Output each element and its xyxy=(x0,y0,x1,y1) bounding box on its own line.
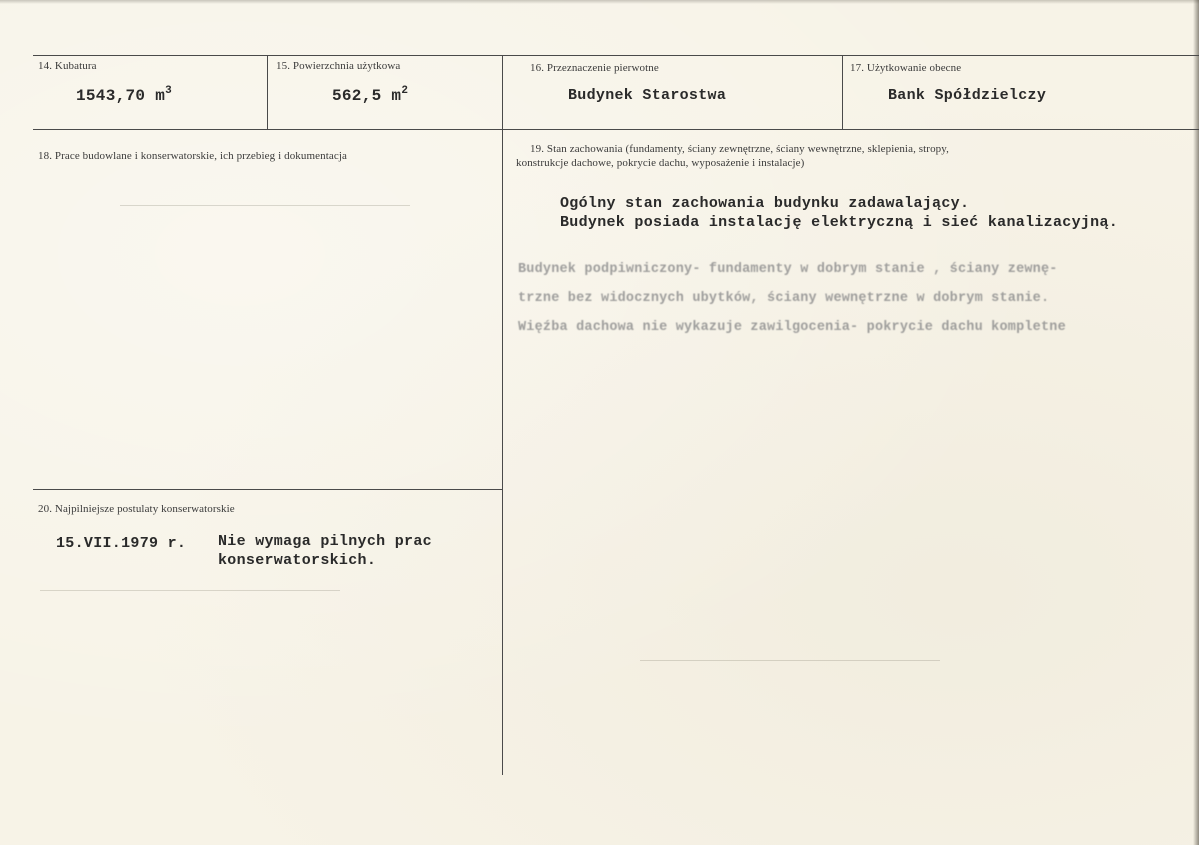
field-18-label: 18. Prace budowlane i konserwatorskie, ich przebieg i dokumentacja xyxy=(38,150,347,162)
field-19-label-line1: 19. Stan zachowania (fundamenty, ściany zewnętrzne, ściany wewnętrzne, sklepienia, stropy, xyxy=(530,143,950,155)
field-16-label: 16. Przeznaczenie pierwotne xyxy=(530,62,659,74)
field-17-value: Bank Spółdzielczy xyxy=(888,87,1047,104)
main-vertical-divider xyxy=(502,129,503,775)
field-15-value: 562,5 $m^2$ xyxy=(332,85,409,105)
top-rule xyxy=(33,55,1199,56)
field-20-note-line1: Nie wymaga pilnych prac xyxy=(218,533,432,550)
field-14-value: 1543,70 $m^3$ xyxy=(76,85,173,105)
page-top-shadow xyxy=(0,0,1199,4)
divider-15-16 xyxy=(502,55,503,129)
divider-16-17 xyxy=(842,55,843,129)
page-right-edge xyxy=(1193,0,1199,845)
field-16-value: Budynek Starostwa xyxy=(568,87,727,104)
field-15-label: 15. Powierzchnia użytkowa xyxy=(276,60,401,72)
field-20-label: 20. Najpilniejsze postulaty konserwatorskie xyxy=(38,503,235,515)
field-14-label: 14. Kubatura xyxy=(38,60,97,72)
field-19-faded-line1: Budynek podpiwniczony- fundamenty w dobrym stanie , ściany zewnę- xyxy=(518,262,1058,277)
field-19-typed-line2: Budynek posiada instalację elektryczną i sieć kanalizacyjną. xyxy=(560,214,1119,231)
field-20-date: 15.VII.1979 r. xyxy=(56,535,187,552)
divider-14-15 xyxy=(267,55,268,129)
field-19-faded-line2: trzne bez widocznych ubytków, ściany wewnętrzne w dobrym stanie. xyxy=(518,291,1050,306)
header-bottom-rule xyxy=(33,129,1199,130)
field-20-note-line2: konserwatorskich. xyxy=(218,552,377,569)
field-19-typed-line1: Ogólny stan zachowania budynku zadawalający. xyxy=(560,195,970,212)
divider-18-20 xyxy=(33,489,502,490)
field-19-label-line2: konstrukcje dachowe, pokrycie dachu, wyposażenie i instalacje) xyxy=(516,157,805,169)
field-19-faded-line3: Więźba dachowa nie wykazuje zawilgocenia- pokrycie dachu kompletne xyxy=(518,320,1066,335)
field-17-label: 17. Użytkowanie obecne xyxy=(850,62,962,74)
